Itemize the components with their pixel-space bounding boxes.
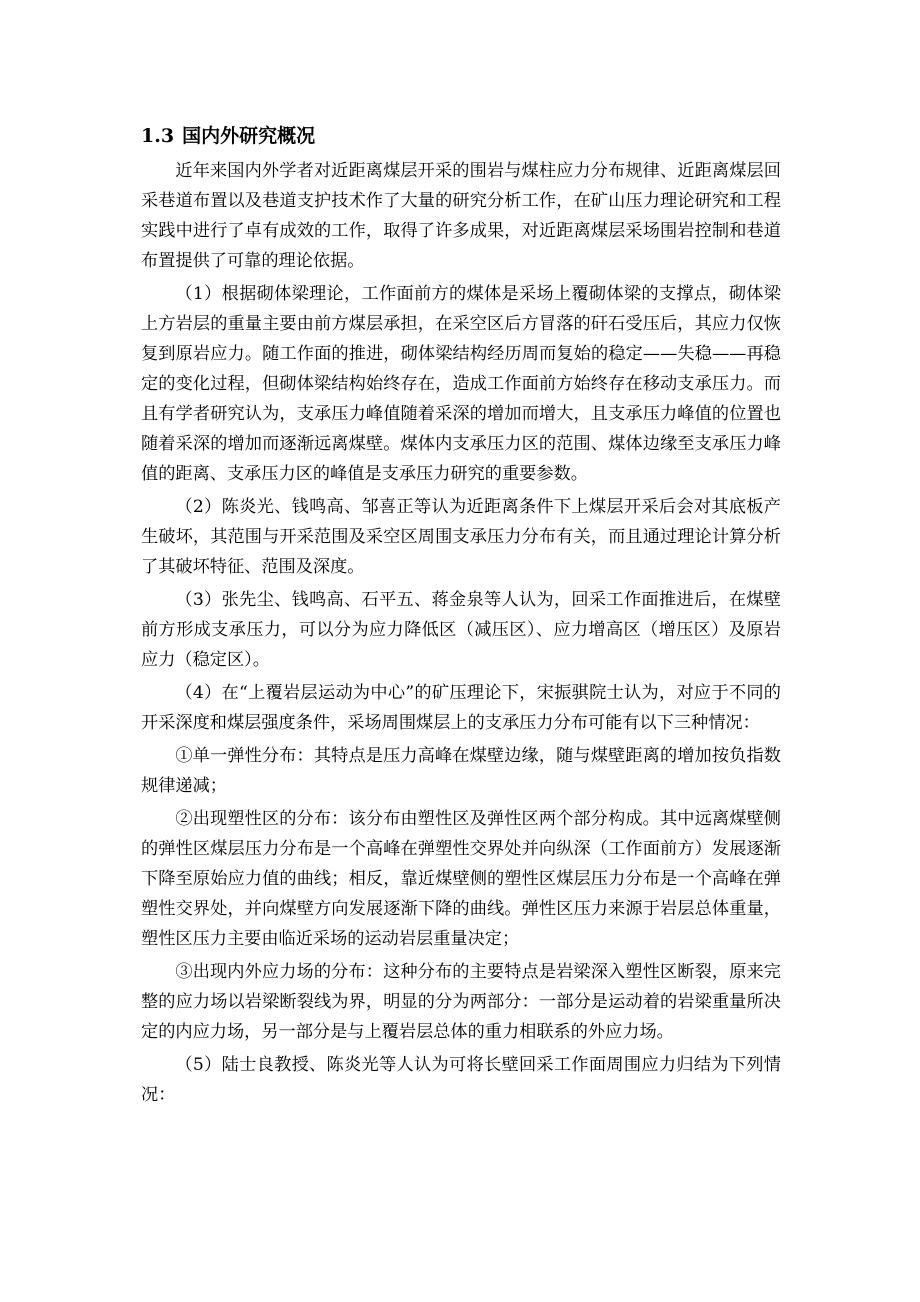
- section-heading: [141, 120, 781, 152]
- document-page: [141, 120, 781, 1113]
- paragraph-subitem-1: ①单一弹性分布：其特点是压力高峰在煤壁边缘，随与煤壁距离的增加按负指数规律递减；: [141, 746, 781, 796]
- paragraph-subitem-2: ②出现塑性区的分布：该分布由塑性区及弹性区两个部分构成。其中远离煤壁侧的弹性区煤层压力分布是一个高峰在弹塑性交界处并向纵深（工作面前方）发展逐渐下降至原始应力值的曲线；相反，靠近煤壁侧的塑性区煤层压力分布是一个高峰在弹塑性交界处，并向煤壁方向发展逐渐下降的曲线。弹性区压力来源于岩层总体重量，塑性区压力主要由临近采场的运动岩层重量决定；: [141, 809, 781, 949]
- paragraph-subitem-3: ③出现内外应力场的分布：这种分布的主要特点是岩梁深入塑性区断裂，原来完整的应力场以岩梁断裂线为界，明显的分为两部分：一部分是运动着的岩梁重量所决定的内应力场，另一部分是与上覆岩层总体的重力相联系的外应力场。: [141, 962, 781, 1042]
- paragraph-intro: 近年来国内外学者对近距离煤层开采的围岩与煤柱应力分布规律、近距离煤层回采巷道布置以及巷道支护技术作了大量的研究分析工作，在矿山压力理论研究和工程实践中进行了卓有成效的工作，取得了许多成果，对近距离煤层采场围岩控制和巷道布置提供了可靠的理论依据。: [141, 161, 781, 271]
- paragraph-item-1: （1）根据砌体梁理论，工作面前方的煤体是采场上覆砌体梁的支撑点，砌体梁上方岩层的重量主要由前方煤层承担，在采空区后方冒落的矸石受压后，其应力仅恢复到原岩应力。随工作面的推进，砌体梁结构经历周而复始的稳定——失稳——再稳定的变化过程，但砌体梁结构始终存在，造成工作面前方始终存在移动支承压力。而且有学者研究认为，支承压力峰值随着采深的增加而增大，且支承压力峰值的位置也随着采深的增加而逐渐远离煤壁。煤体内支承压力区的范围、煤体边缘至支承压力峰值的距离、支承压力区的峰值是支承压力研究的重要参数。: [141, 284, 781, 484]
- paragraph-item-5: （5）陆士良教授、陈炎光等人认为可将长壁回采工作面周围应力归结为下列情况：: [141, 1055, 781, 1105]
- paragraph-item-3: （3）张先尘、钱鸣高、石平五、蒋金泉等人认为，回采工作面推进后，在煤壁前方形成支承压力，可以分为应力降低区（减压区）、应力增高区（增压区）及原岩应力（稳定区）。: [141, 590, 781, 670]
- paragraph-item-2: （2）陈炎光、钱鸣高、邹喜正等认为近距离条件下上煤层开采后会对其底板产生破坏，其范围与开采范围及采空区周围支承压力分布有关，而且通过理论计算分析了其破坏特征、范围及深度。: [141, 497, 781, 577]
- paragraph-item-4: （4）在“上覆岩层运动为中心”的矿压理论下，宋振骐院士认为，对应于不同的开采深度和煤层强度条件，采场周围煤层上的支承压力分布可能有以下三种情况：: [141, 683, 781, 733]
- section-number: 1.3: [141, 125, 175, 147]
- section-title: 国内外研究概况: [182, 125, 316, 147]
